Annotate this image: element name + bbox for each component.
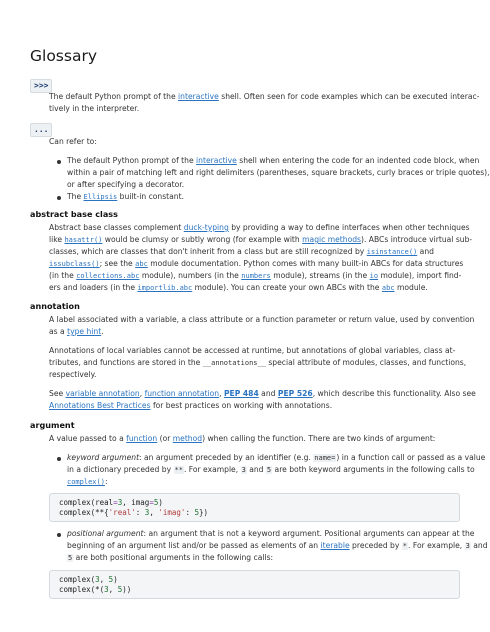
code-token: 3 xyxy=(117,498,123,507)
bullet-line xyxy=(67,155,479,166)
code-token: imag xyxy=(131,498,150,507)
text: ers and loaders (in the xyxy=(49,283,138,292)
text: . For example, xyxy=(183,465,241,474)
bullet-line xyxy=(67,552,273,564)
bullet-line xyxy=(67,528,474,539)
text: shell when entering the code for an indented code block, when xyxy=(236,156,480,165)
link-isinstance[interactable]: isinstance() xyxy=(366,248,418,256)
emphasis-term: positional argument xyxy=(67,529,144,538)
text: , which describe this functionality. Also see xyxy=(312,389,476,398)
code-token: 5 xyxy=(194,508,199,517)
link-interactive[interactable]: interactive xyxy=(196,156,237,165)
code-token: 5 xyxy=(153,498,159,507)
emphasis-term: keyword argument xyxy=(67,453,140,462)
text: : an argument that is not a keyword argument. Positional arguments can appear at the xyxy=(143,529,475,538)
link-iterable[interactable]: iterable xyxy=(320,541,350,550)
text: Abstract base classes complement xyxy=(49,223,184,232)
link-variable-annotation[interactable]: variable annotation xyxy=(65,389,140,398)
code-token: complex(*( xyxy=(59,585,105,594)
definition-line xyxy=(49,91,479,102)
link-interactive[interactable]: interactive xyxy=(178,92,219,101)
text: The default Python prompt of the xyxy=(67,156,197,165)
inline-code: __annotations__ xyxy=(202,359,266,367)
link-collections-abc[interactable]: collections.abc xyxy=(76,272,140,280)
text: . For example, xyxy=(408,541,465,550)
text: , xyxy=(139,389,145,398)
link-importlib-abc[interactable]: importlib.abc xyxy=(137,284,193,292)
code-token: complex( xyxy=(59,575,96,584)
text: module), import find- xyxy=(378,271,462,280)
definition-line xyxy=(49,400,332,411)
code-token: 5 xyxy=(117,585,123,594)
code-token: = xyxy=(149,498,154,507)
text: ) when calling the function. There are two kinds of argument: xyxy=(202,434,436,443)
bullet-line: or after specifying a decorator. xyxy=(67,180,185,189)
text: for best practices on working with annotations. xyxy=(150,401,333,410)
text: : an argument preceded by an identifier (e.g. xyxy=(139,453,314,462)
code-token: ) xyxy=(158,498,163,507)
definition-line: tively in the interpreter. xyxy=(49,104,140,113)
link-io[interactable]: io xyxy=(369,272,379,280)
term-abstract-base-class: abstract base class xyxy=(30,209,118,219)
definition-line xyxy=(49,246,434,258)
code-token: 'imag' xyxy=(158,508,186,517)
text: as a xyxy=(49,327,68,336)
text: preceded by xyxy=(349,541,402,550)
text: (or xyxy=(157,434,173,443)
text: beginning of an argument list and/or be passed as elements of an xyxy=(67,541,321,550)
bullet-marker xyxy=(57,196,61,200)
code-token: , xyxy=(149,508,159,517)
code-token: real xyxy=(95,498,114,507)
bullet-line xyxy=(67,191,184,203)
definition-line: A label associated with a variable, a class attribute or a function parameter or return value, used by convention xyxy=(49,315,475,324)
bullet-marker xyxy=(57,160,61,164)
text: module documentation. Python comes with many built-in ABCs for data structures xyxy=(147,259,464,268)
inline-code: * xyxy=(402,542,408,550)
prompt-term-dots: ... xyxy=(30,123,52,137)
text: ; see the xyxy=(99,259,136,268)
inline-code: name= xyxy=(314,454,336,462)
bullet-line xyxy=(67,476,108,488)
term-argument: argument xyxy=(30,420,75,430)
link-function-annotation[interactable]: function annotation xyxy=(144,389,220,398)
text: and xyxy=(470,541,488,550)
prompt-term-gt: >>> xyxy=(30,79,52,93)
text: The default Python prompt of the xyxy=(49,92,179,101)
bullet-line xyxy=(67,452,485,464)
text: ) in a function call or passed as a value xyxy=(336,453,486,462)
definition-line: respectively. xyxy=(49,370,97,379)
code-token: 3 xyxy=(104,585,109,594)
code-token: : xyxy=(185,508,195,517)
text: A value passed to a xyxy=(49,434,127,443)
text: in a dictionary preceded by xyxy=(67,465,174,474)
code-token: ) xyxy=(113,575,118,584)
text: built-in constant. xyxy=(117,192,185,201)
link-ellipsis[interactable]: Ellipsis xyxy=(83,193,118,201)
text: tributes, and functions are stored in the xyxy=(49,358,203,367)
text: shell. Often seen for code examples which can be executed interac- xyxy=(218,92,480,101)
bullet-marker xyxy=(57,533,61,537)
code-token: 5 xyxy=(108,575,114,584)
text: The xyxy=(67,192,84,201)
link-issubclass[interactable]: issubclass() xyxy=(49,260,100,268)
inline-code: 3 xyxy=(241,466,246,474)
code-token: : xyxy=(135,508,145,517)
term-annotation: annotation xyxy=(30,301,80,311)
definition-line xyxy=(49,222,470,233)
code-token: }) xyxy=(198,508,209,517)
link-function[interactable]: function xyxy=(126,434,158,443)
text: are both keyword arguments in the following calls to xyxy=(272,465,475,474)
code-token: complex( xyxy=(59,498,96,507)
definition-line xyxy=(49,433,435,444)
code-line xyxy=(59,585,131,594)
link-method[interactable]: method xyxy=(172,434,203,443)
text: : xyxy=(104,477,108,486)
code-token: , xyxy=(99,575,109,584)
definition-line: Annotations of local variables cannot be accessed at runtime, but annotations of global variables, class at- xyxy=(49,346,456,355)
link-duck-typing[interactable]: duck-typing xyxy=(183,223,229,232)
code-line xyxy=(59,508,208,517)
text: . xyxy=(101,327,104,336)
link-annotations-best-practices[interactable]: Annotations Best Practices xyxy=(49,401,151,410)
text: module). You can create your own ABCs with the xyxy=(192,283,382,292)
code-token: 3 xyxy=(95,575,100,584)
bullet-line: within a pair of matching left and right delimiters (parentheses, square brackets, curly braces or triple quotes), xyxy=(67,168,490,177)
link-abc[interactable]: abc xyxy=(381,284,395,292)
link-pep-484[interactable]: PEP 484 xyxy=(223,389,259,398)
link-numbers[interactable]: numbers xyxy=(241,272,271,280)
definition-line xyxy=(49,258,463,270)
bullet-line xyxy=(67,464,475,476)
link-abc[interactable]: abc xyxy=(135,260,148,268)
text: classes, which are classes that don't inherit from a class but are still recognized by xyxy=(49,247,367,256)
definition-line xyxy=(49,282,428,294)
text: like xyxy=(49,235,65,244)
link-type-hint[interactable]: type hint xyxy=(67,327,102,336)
code-token: )) xyxy=(122,585,132,594)
page-title: Glossary xyxy=(30,47,97,65)
code-token: , xyxy=(108,585,118,594)
text: module), numbers (in the xyxy=(139,271,242,280)
link-complex[interactable]: complex() xyxy=(67,478,105,486)
code-line xyxy=(59,498,163,507)
text: ). ABCs introduce virtual sub- xyxy=(361,235,473,244)
code-line xyxy=(59,575,118,584)
definition-intro: Can refer to: xyxy=(49,137,97,146)
text: and xyxy=(417,247,434,256)
link-magic-methods[interactable]: magic methods xyxy=(302,235,361,244)
inline-code: 5 xyxy=(68,554,73,562)
text: by providing a way to define interfaces when other techniques xyxy=(228,223,470,232)
definition-line xyxy=(49,388,476,399)
definition-line xyxy=(49,234,472,246)
inline-code: 3 xyxy=(465,542,470,550)
text: module), streams (in the xyxy=(270,271,370,280)
definition-line xyxy=(49,270,461,282)
text: and xyxy=(258,389,278,398)
link-pep-526[interactable]: PEP 526 xyxy=(277,389,313,398)
code-block xyxy=(49,570,460,599)
code-token: complex(**{ xyxy=(59,508,109,517)
text: special attribute of modules, classes, and functions, xyxy=(265,358,467,367)
text: module. xyxy=(394,283,428,292)
code-block xyxy=(49,493,460,522)
definition-line xyxy=(49,357,466,369)
definition-line xyxy=(49,326,104,337)
text: , xyxy=(219,389,224,398)
text: are both positional arguments in the following calls: xyxy=(73,553,274,562)
code-token: = xyxy=(113,498,118,507)
inline-code: ** xyxy=(174,466,183,474)
inline-code: 5 xyxy=(266,466,272,474)
text: would be clumsy or subtly wrong (for example with xyxy=(102,235,303,244)
link-hasattr[interactable]: hasattr() xyxy=(64,236,103,244)
code-token: , xyxy=(122,498,132,507)
bullet-marker xyxy=(57,457,61,461)
text: and xyxy=(246,465,266,474)
code-token: 'real' xyxy=(108,508,136,517)
bullet-line xyxy=(67,540,488,552)
code-token: 3 xyxy=(144,508,150,517)
text: See xyxy=(49,389,66,398)
text: (in the xyxy=(49,271,77,280)
